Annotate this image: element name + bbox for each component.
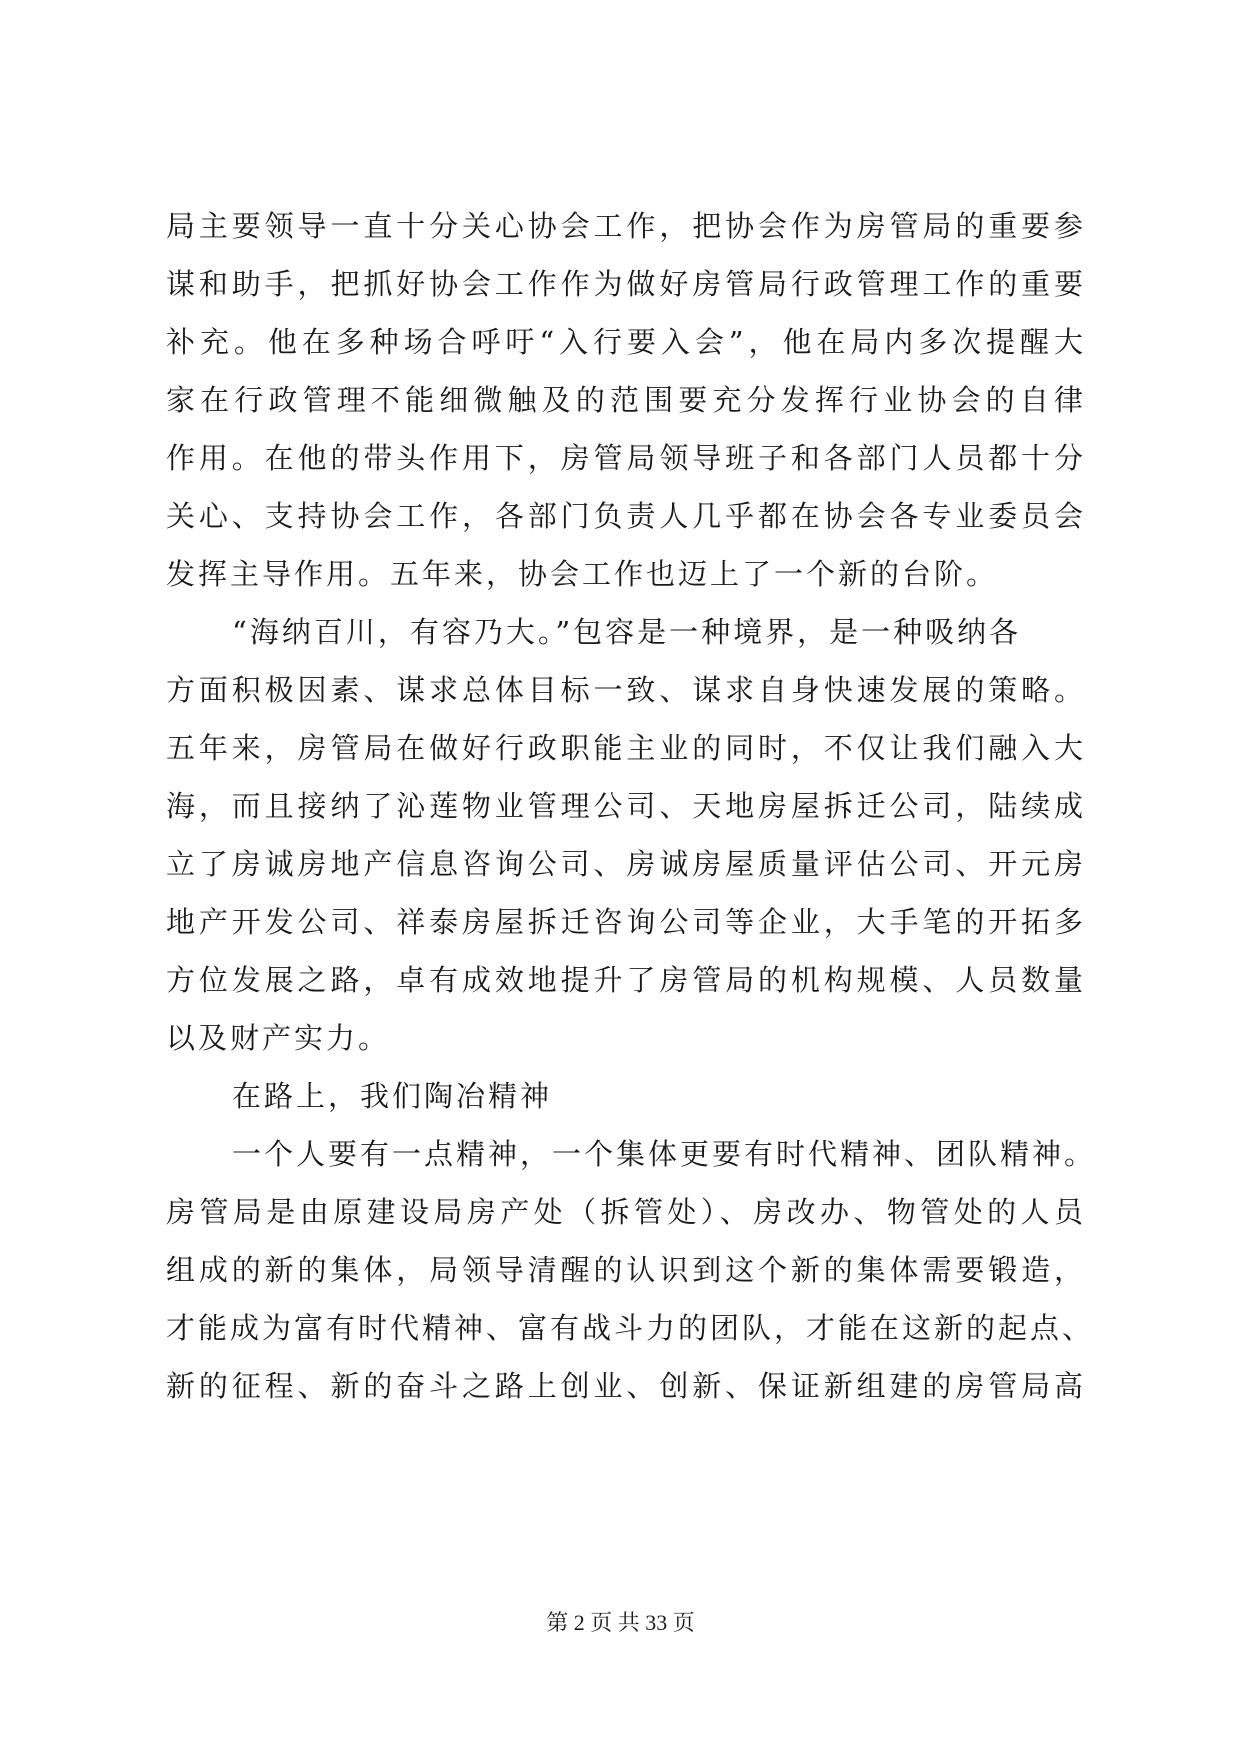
text-line: 家在行政管理不能细微触及的范围要充分发挥行业协会的自律 (166, 383, 1086, 417)
paragraph-first-line: 一个人要有一点精神，一个集体更要有时代精神、团队精神。 (232, 1137, 1097, 1171)
text-line: 房管局是由原建设局房产处（拆管处）、房改办、物管处的人员 (166, 1195, 1086, 1229)
paragraph-first-line: “海纳百川，有容乃大。”包容是一种境界，是一种吸纳各 (232, 615, 1022, 649)
text-line: 五年来，房管局在做好行政职能主业的同时，不仅让我们融入大 (166, 731, 1086, 765)
text-line: 发挥主导作用。五年来，协会工作也迈上了一个新的台阶。 (166, 557, 999, 591)
text-line: 以及财产实力。 (166, 1021, 391, 1055)
text-line: 地产开发公司、祥泰房屋拆迁咨询公司等企业，大手笔的开拓多 (166, 905, 1086, 939)
text-line: 补充。他在多种场合呼吁“入行要入会”，他在局内多次提醒大 (166, 325, 1086, 359)
text-line: 方位发展之路，卓有成效地提升了房管局的机构规模、人员数量 (166, 963, 1086, 997)
text-line: 组成的新的集体，局领导清醒的认识到这个新的集体需要锻造， (166, 1253, 1086, 1287)
text-line: 局主要领导一直十分关心协会工作，把协会作为房管局的重要参 (166, 209, 1086, 243)
section-heading: 在路上，我们陶冶精神 (232, 1079, 553, 1113)
text-line: 作用。在他的带头作用下，房管局领导班子和各部门人员都十分 (166, 441, 1086, 475)
text-line: 方面积极因素、谋求总体目标一致、谋求自身快速发展的策略。 (166, 673, 1086, 707)
text-line: 海，而且接纳了沁莲物业管理公司、天地房屋拆迁公司，陆续成 (166, 789, 1086, 823)
text-line: 新的征程、新的奋斗之路上创业、创新、保证新组建的房管局高 (166, 1369, 1086, 1403)
page-footer: 第 2 页 共 33 页 (546, 1610, 695, 1635)
text-line: 谋和助手，把抓好协会工作作为做好房管局行政管理工作的重要 (166, 267, 1086, 301)
text-line: 才能成为富有时代精神、富有战斗力的团队，才能在这新的起点、 (166, 1311, 1095, 1345)
text-line: 立了房诚房地产信息咨询公司、房诚房屋质量评估公司、开元房 (166, 847, 1086, 881)
text-line: 关心、支持协会工作，各部门负责人几乎都在协会各专业委员会 (166, 499, 1086, 533)
